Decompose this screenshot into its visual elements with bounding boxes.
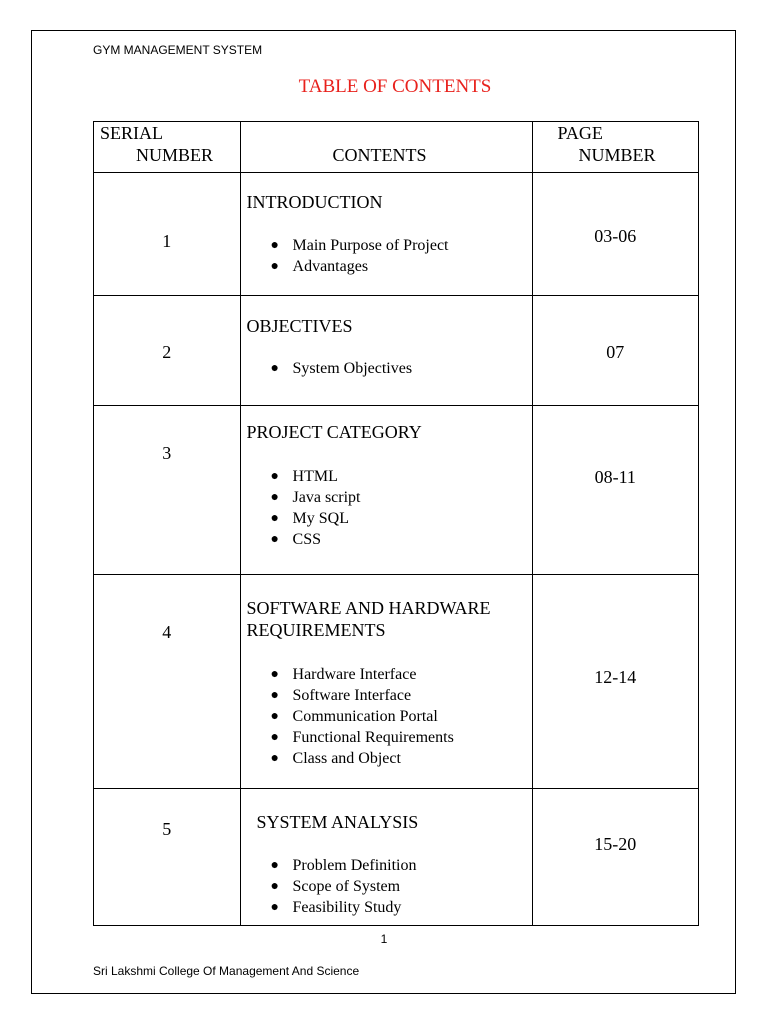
- serial-cell: [94, 296, 241, 406]
- table-row: [94, 173, 699, 296]
- bullet-icon: ●: [270, 858, 279, 873]
- page-cell: [532, 173, 698, 296]
- header-contents-cell: [240, 122, 532, 173]
- serial-cell: [94, 575, 241, 789]
- serial-number: 5: [162, 819, 172, 839]
- bullet-icon: ●: [270, 688, 279, 703]
- list-item: ● Software Interface: [270, 687, 412, 704]
- bullet-icon: ●: [270, 751, 279, 766]
- page-range: 07: [606, 342, 625, 362]
- list-item: ● Main Purpose of Project: [270, 237, 449, 254]
- bullet-icon: ●: [270, 511, 279, 526]
- bullet-icon: ●: [270, 900, 279, 915]
- header-serial-cell: [94, 122, 241, 173]
- bullet-icon: ●: [270, 490, 279, 505]
- table-row: [94, 406, 699, 575]
- document-header: GYM MANAGEMENT SYSTEM: [93, 43, 263, 57]
- bullet-icon: ●: [270, 361, 279, 376]
- list-item: ● Feasibility Study: [270, 899, 402, 916]
- serial-cell: [94, 173, 241, 296]
- page-range: 15-20: [594, 834, 637, 854]
- section-items: [241, 358, 413, 379]
- list-item: ● Advantages: [270, 258, 369, 275]
- bullet-icon: ●: [270, 532, 279, 547]
- page-cell: [532, 406, 698, 575]
- list-item: ● HTML: [270, 468, 338, 485]
- list-item: ● Communication Portal: [270, 708, 438, 725]
- contents-cell: [240, 789, 532, 926]
- list-item: ● My SQL: [270, 510, 349, 527]
- page-title: TABLE OF CONTENTS: [298, 76, 492, 97]
- bullet-icon: ●: [270, 709, 279, 724]
- list-item: ● Problem Definition: [270, 857, 417, 874]
- list-item: ● Functional Requirements: [270, 729, 454, 746]
- table-header-row: [94, 122, 699, 173]
- page-number: 1: [380, 932, 388, 946]
- document-footer: Sri Lakshmi College Of Management And Science: [93, 964, 360, 978]
- serial-cell: [94, 406, 241, 575]
- section-title: INTRODUCTION: [246, 192, 383, 212]
- list-item: ● Java script: [270, 489, 361, 506]
- page-cell: [532, 296, 698, 406]
- section-items: [241, 664, 454, 769]
- table-row: [94, 296, 699, 406]
- header-page-label-line2: NUMBER: [578, 145, 656, 165]
- section-title-line2: REQUIREMENTS: [246, 620, 386, 640]
- section-title: SYSTEM ANALYSIS: [256, 812, 419, 832]
- page-range: 12-14: [594, 667, 637, 687]
- bullet-icon: ●: [270, 238, 279, 253]
- bullet-icon: ●: [270, 667, 279, 682]
- list-item: ● Class and Object: [270, 750, 401, 767]
- serial-number: 1: [162, 231, 172, 251]
- section-title: OBJECTIVES: [246, 316, 353, 336]
- table-row: [94, 575, 699, 789]
- page-range: 08-11: [594, 467, 636, 487]
- serial-number: 4: [162, 622, 172, 642]
- list-item: ● System Objectives: [270, 360, 413, 377]
- contents-cell: [240, 296, 532, 406]
- serial-number: 3: [162, 443, 172, 463]
- bullet-icon: ●: [270, 879, 279, 894]
- contents-cell: [240, 173, 532, 296]
- section-title: PROJECT CATEGORY: [246, 422, 422, 442]
- serial-number: 2: [162, 342, 172, 362]
- list-item: ● CSS: [270, 531, 321, 548]
- contents-cell: [240, 406, 532, 575]
- page-cell: [532, 789, 698, 926]
- page-range: 03-06: [594, 226, 637, 246]
- list-item: ● Hardware Interface: [270, 666, 417, 683]
- contents-cell: [240, 575, 532, 789]
- header-contents-label: CONTENTS: [332, 145, 427, 165]
- header-page-label-line1: PAGE: [557, 123, 603, 143]
- section-items: [241, 235, 449, 277]
- section-items: [241, 855, 417, 918]
- bullet-icon: ●: [270, 730, 279, 745]
- page-cell: [532, 575, 698, 789]
- table-row: [94, 789, 699, 926]
- bullet-icon: ●: [270, 259, 279, 274]
- toc-table: [93, 121, 699, 926]
- section-items: [241, 466, 361, 550]
- list-item: ● Scope of System: [270, 878, 401, 895]
- section-title-line1: SOFTWARE AND HARDWARE: [246, 598, 491, 618]
- serial-cell: [94, 789, 241, 926]
- header-serial-label-line1: SERIAL: [100, 123, 163, 143]
- header-page-cell: [532, 122, 698, 173]
- header-serial-label-line2: NUMBER: [136, 145, 214, 165]
- bullet-icon: ●: [270, 469, 279, 484]
